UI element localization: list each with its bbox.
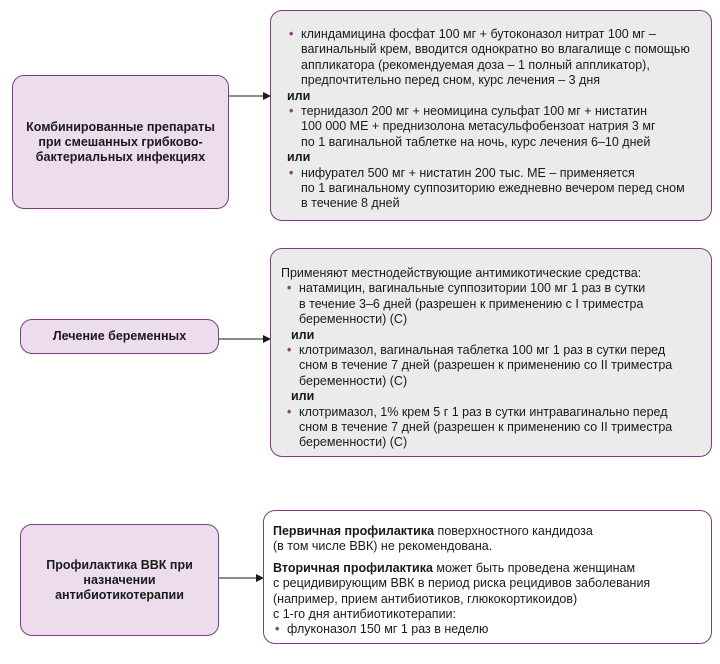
prophylaxis-details: Первичная профилактика поверхностного кандидоза (в том числе ВВК) не рекомендована. Вторичная профилактика может быть проведена женщинам с рецидивирующим ВВК в период риска рецидивов заболевания (например, прием антибиотиков, глюкокортикоидов) с 1-го дня антибиотикотерапии: • флуконазол 150 мг 1 раз в неделю — [263, 510, 712, 644]
or-separator: или — [291, 389, 315, 404]
list-item: • натамицин, вагинальные суппозитории 100 мг 1 раз в сутки в течение 3–6 дней (разрешен к применению с I триместра беременности) (С) — [287, 281, 646, 327]
combined-drugs-details — [270, 10, 712, 221]
bullet-icon: • — [289, 165, 294, 180]
bullet-icon: • — [275, 622, 280, 637]
secondary-prophylaxis-title: Вторичная профилактика — [273, 560, 433, 575]
bullet-icon: • — [289, 104, 294, 119]
list-item: • клотримазол, вагинальная таблетка 100 мг 1 раз в сутки перед сном в течение 7 дней (разрешен к применению со II триместра беременности) (С) — [287, 343, 673, 388]
primary-prophylaxis-title: Первичная профилактика — [273, 524, 435, 538]
pregnancy-label: Лечение беременных — [52, 329, 187, 343]
combined-drugs-box — [12, 75, 229, 209]
pregnancy-box — [20, 319, 219, 354]
list-item: • флуконазол 150 мг 1 раз в неделю — [275, 622, 489, 637]
list-item: • тернидазол 200 мг + неомицина сульфат 100 мг + нистатин 100 000 МЕ + преднизолона метасульфобензоат натрия 3 мг по 1 вагинальной таблетке на ночь, курс лечения 6–10 дней — [289, 104, 656, 149]
bullet-icon: • — [287, 343, 292, 358]
list-item: • нифурател 500 мг + нистатин 200 тыс. МЕ – применяется по 1 вагинальному суппозиторию ежедневно вечером перед сном в течение 8 дней — [289, 165, 685, 211]
prophylaxis-box — [20, 524, 219, 636]
bullet-icon: • — [287, 281, 292, 296]
or-separator: или — [291, 327, 315, 342]
list-item: • клиндамицина фосфат 100 мг + бутоконазол нитрат 100 мг – вагинальный крем, вводится однократно во влагалище с помощью аппликатора (рекомендуемая доза – 1 полный аппликатор), предпочтительно перед сном, курс лечения – 3 дня — [289, 27, 690, 88]
bullet-icon: • — [287, 404, 292, 419]
combined-drugs-label: Комбинированные препараты при смешанных грибково-бактериальных инфекциях — [26, 119, 215, 164]
list-item: • клотримазол, 1% крем 5 г 1 раз в сутки интравагинально перед сном в течение 7 дней (разрешен к применению со II триместра беременности) (С) — [287, 404, 673, 450]
intro-text: Применяют местнодействующие антимикотические средства: — [281, 266, 642, 280]
pregnancy-details — [270, 248, 712, 457]
bullet-icon: • — [289, 27, 294, 41]
or-separator: или — [287, 150, 311, 165]
or-separator: или — [287, 88, 311, 103]
prophylaxis-label: Профилактика ВВК при назначении антибиотикотерапии — [46, 557, 193, 602]
